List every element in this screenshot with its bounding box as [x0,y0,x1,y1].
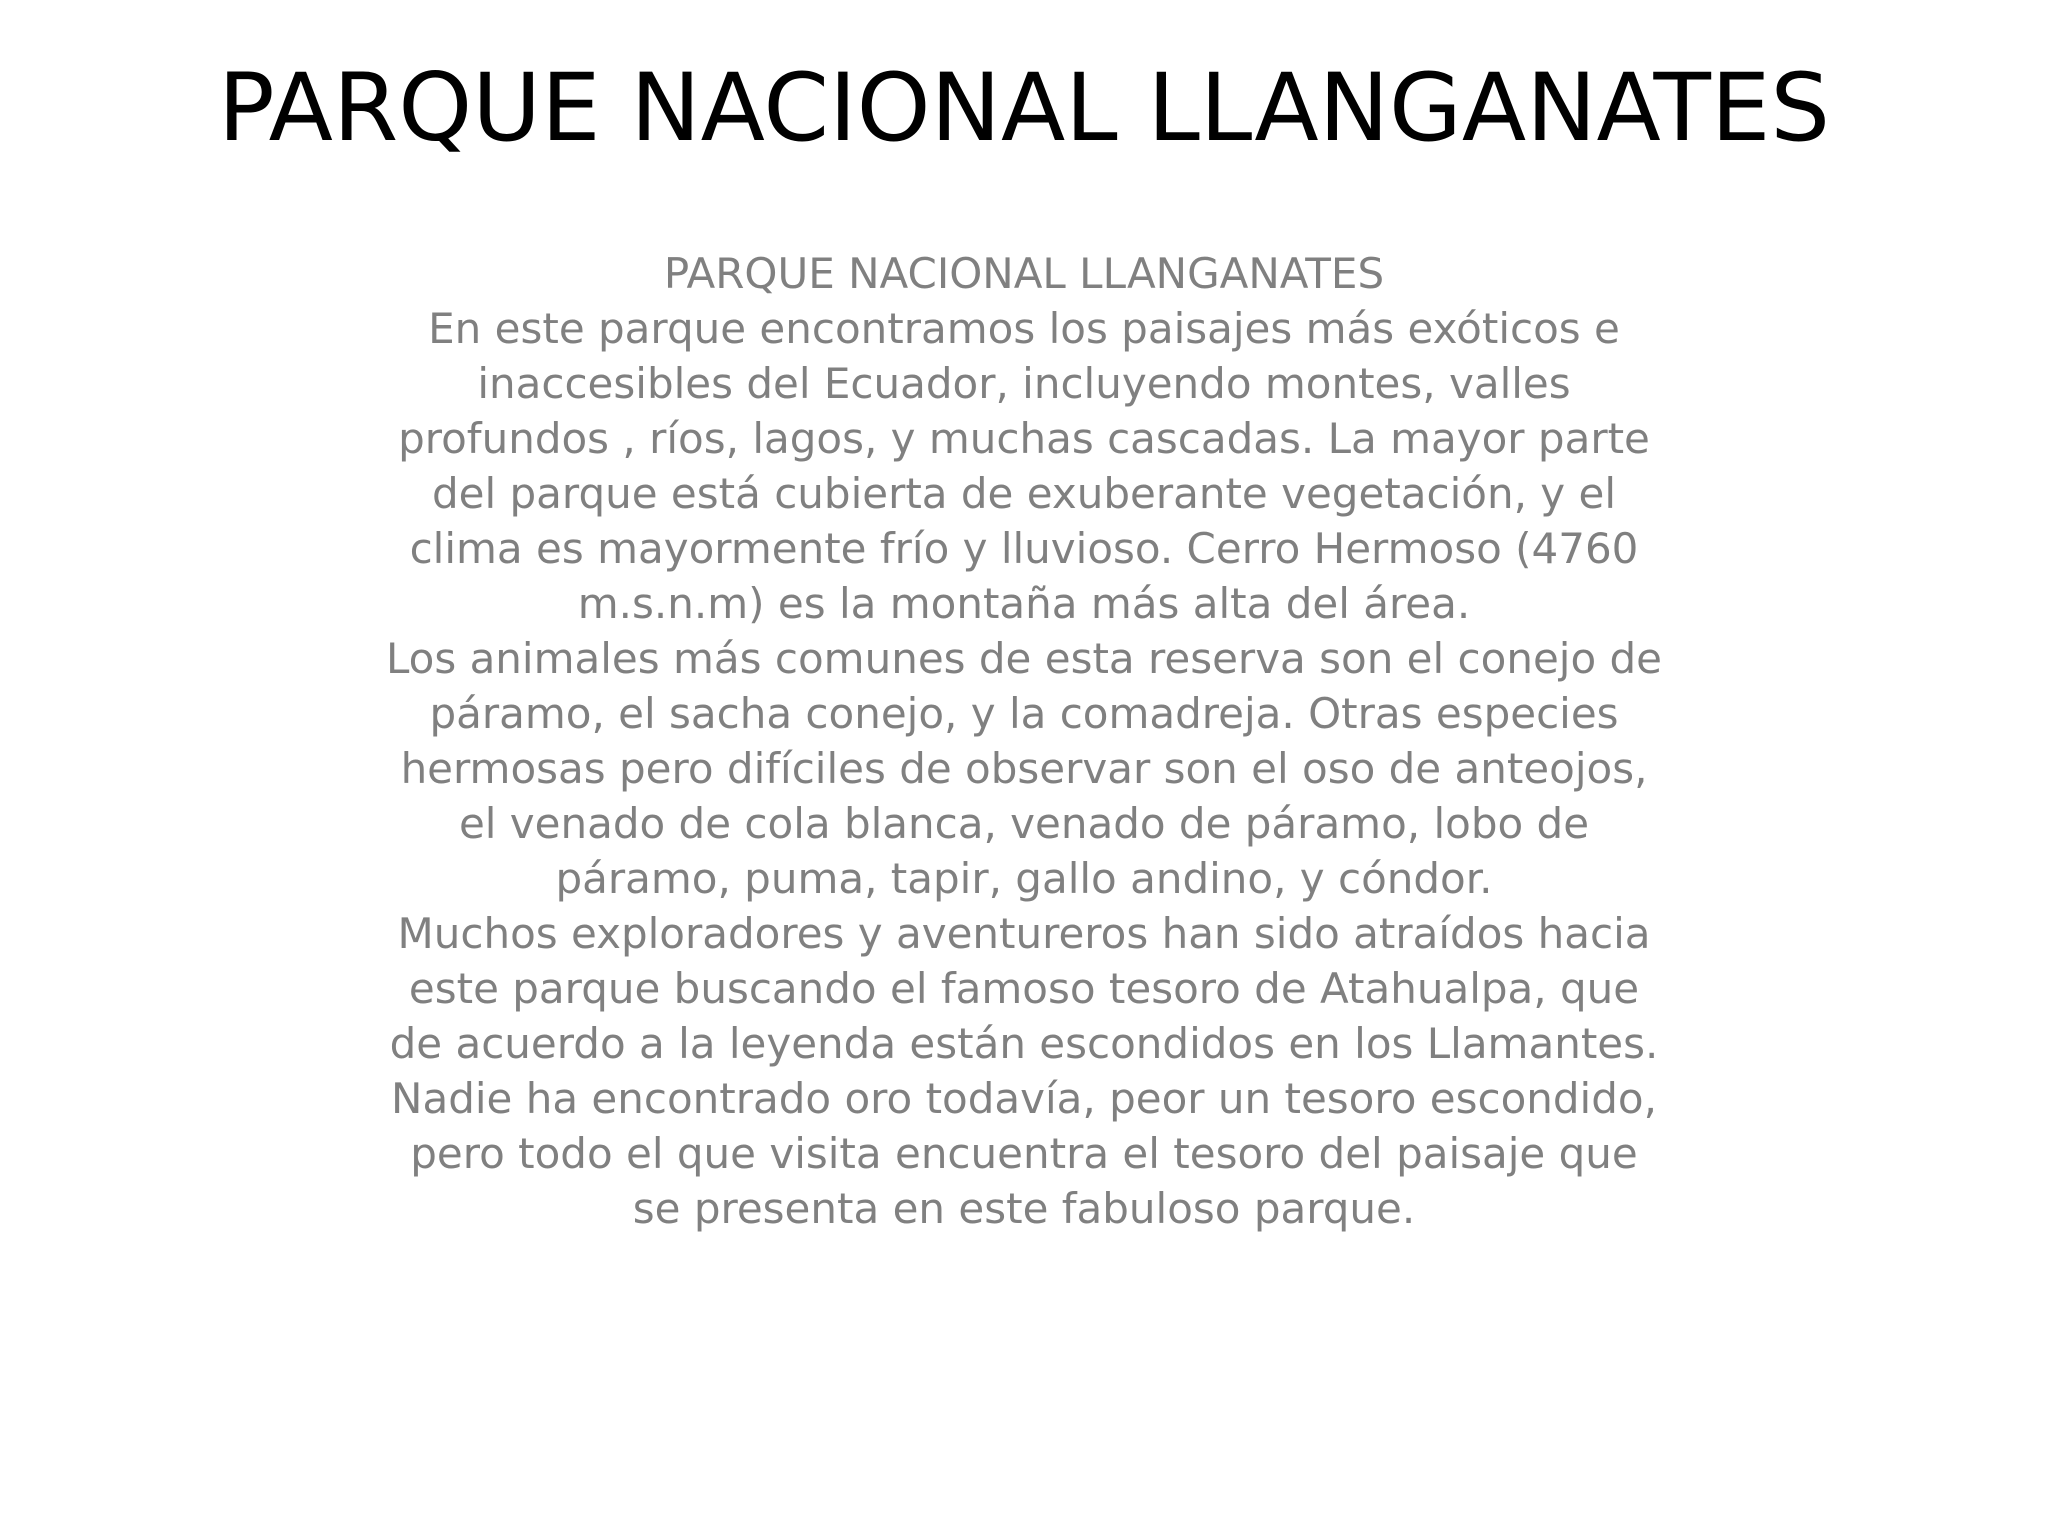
body-line: profundos , ríos, lagos, y muchas cascadas. La mayor parte [398,414,1650,463]
body-line: hermosas pero difíciles de observar son el oso de anteojos, [400,744,1648,793]
body-line: inaccesibles del Ecuador, incluyendo montes, valles [477,359,1571,408]
body-line: páramo, el sacha conejo, y la comadreja. Otras especies [429,689,1619,738]
body-line: m.s.n.m) es la montaña más alta del área. [577,579,1471,628]
body-line: de acuerdo a la leyenda están escondidos en los Llamantes. [389,1019,1659,1068]
slide-body [300,246,1748,1236]
body-line: este parque buscando el famoso tesoro de Atahualpa, que [408,964,1640,1013]
body-line: En este parque encontramos los paisajes más exóticos e [428,304,1620,353]
body-line: Muchos exploradores y aventureros han sido atraídos hacia [397,909,1651,958]
slide-title: PARQUE NACIONAL LLANGANATES [218,54,1830,163]
body-line: se presenta en este fabuloso parque. [632,1184,1416,1233]
body-line: Nadie ha encontrado oro todavía, peor un tesoro escondido, [391,1074,1657,1123]
body-line: pero todo el que visita encuentra el tesoro del paisaje que [410,1129,1638,1178]
body-line: clima es mayormente frío y lluvioso. Cerro Hermoso (4760 [409,524,1639,573]
body-line: del parque está cubierta de exuberante vegetación, y el [432,469,1616,518]
body-line: Los animales más comunes de esta reserva son el conejo de [385,634,1663,683]
body-line: páramo, puma, tapir, gallo andino, y cóndor. [555,854,1493,903]
body-line: el venado de cola blanca, venado de páramo, lobo de [458,799,1590,848]
body-subtitle: PARQUE NACIONAL LLANGANATES [663,249,1385,298]
